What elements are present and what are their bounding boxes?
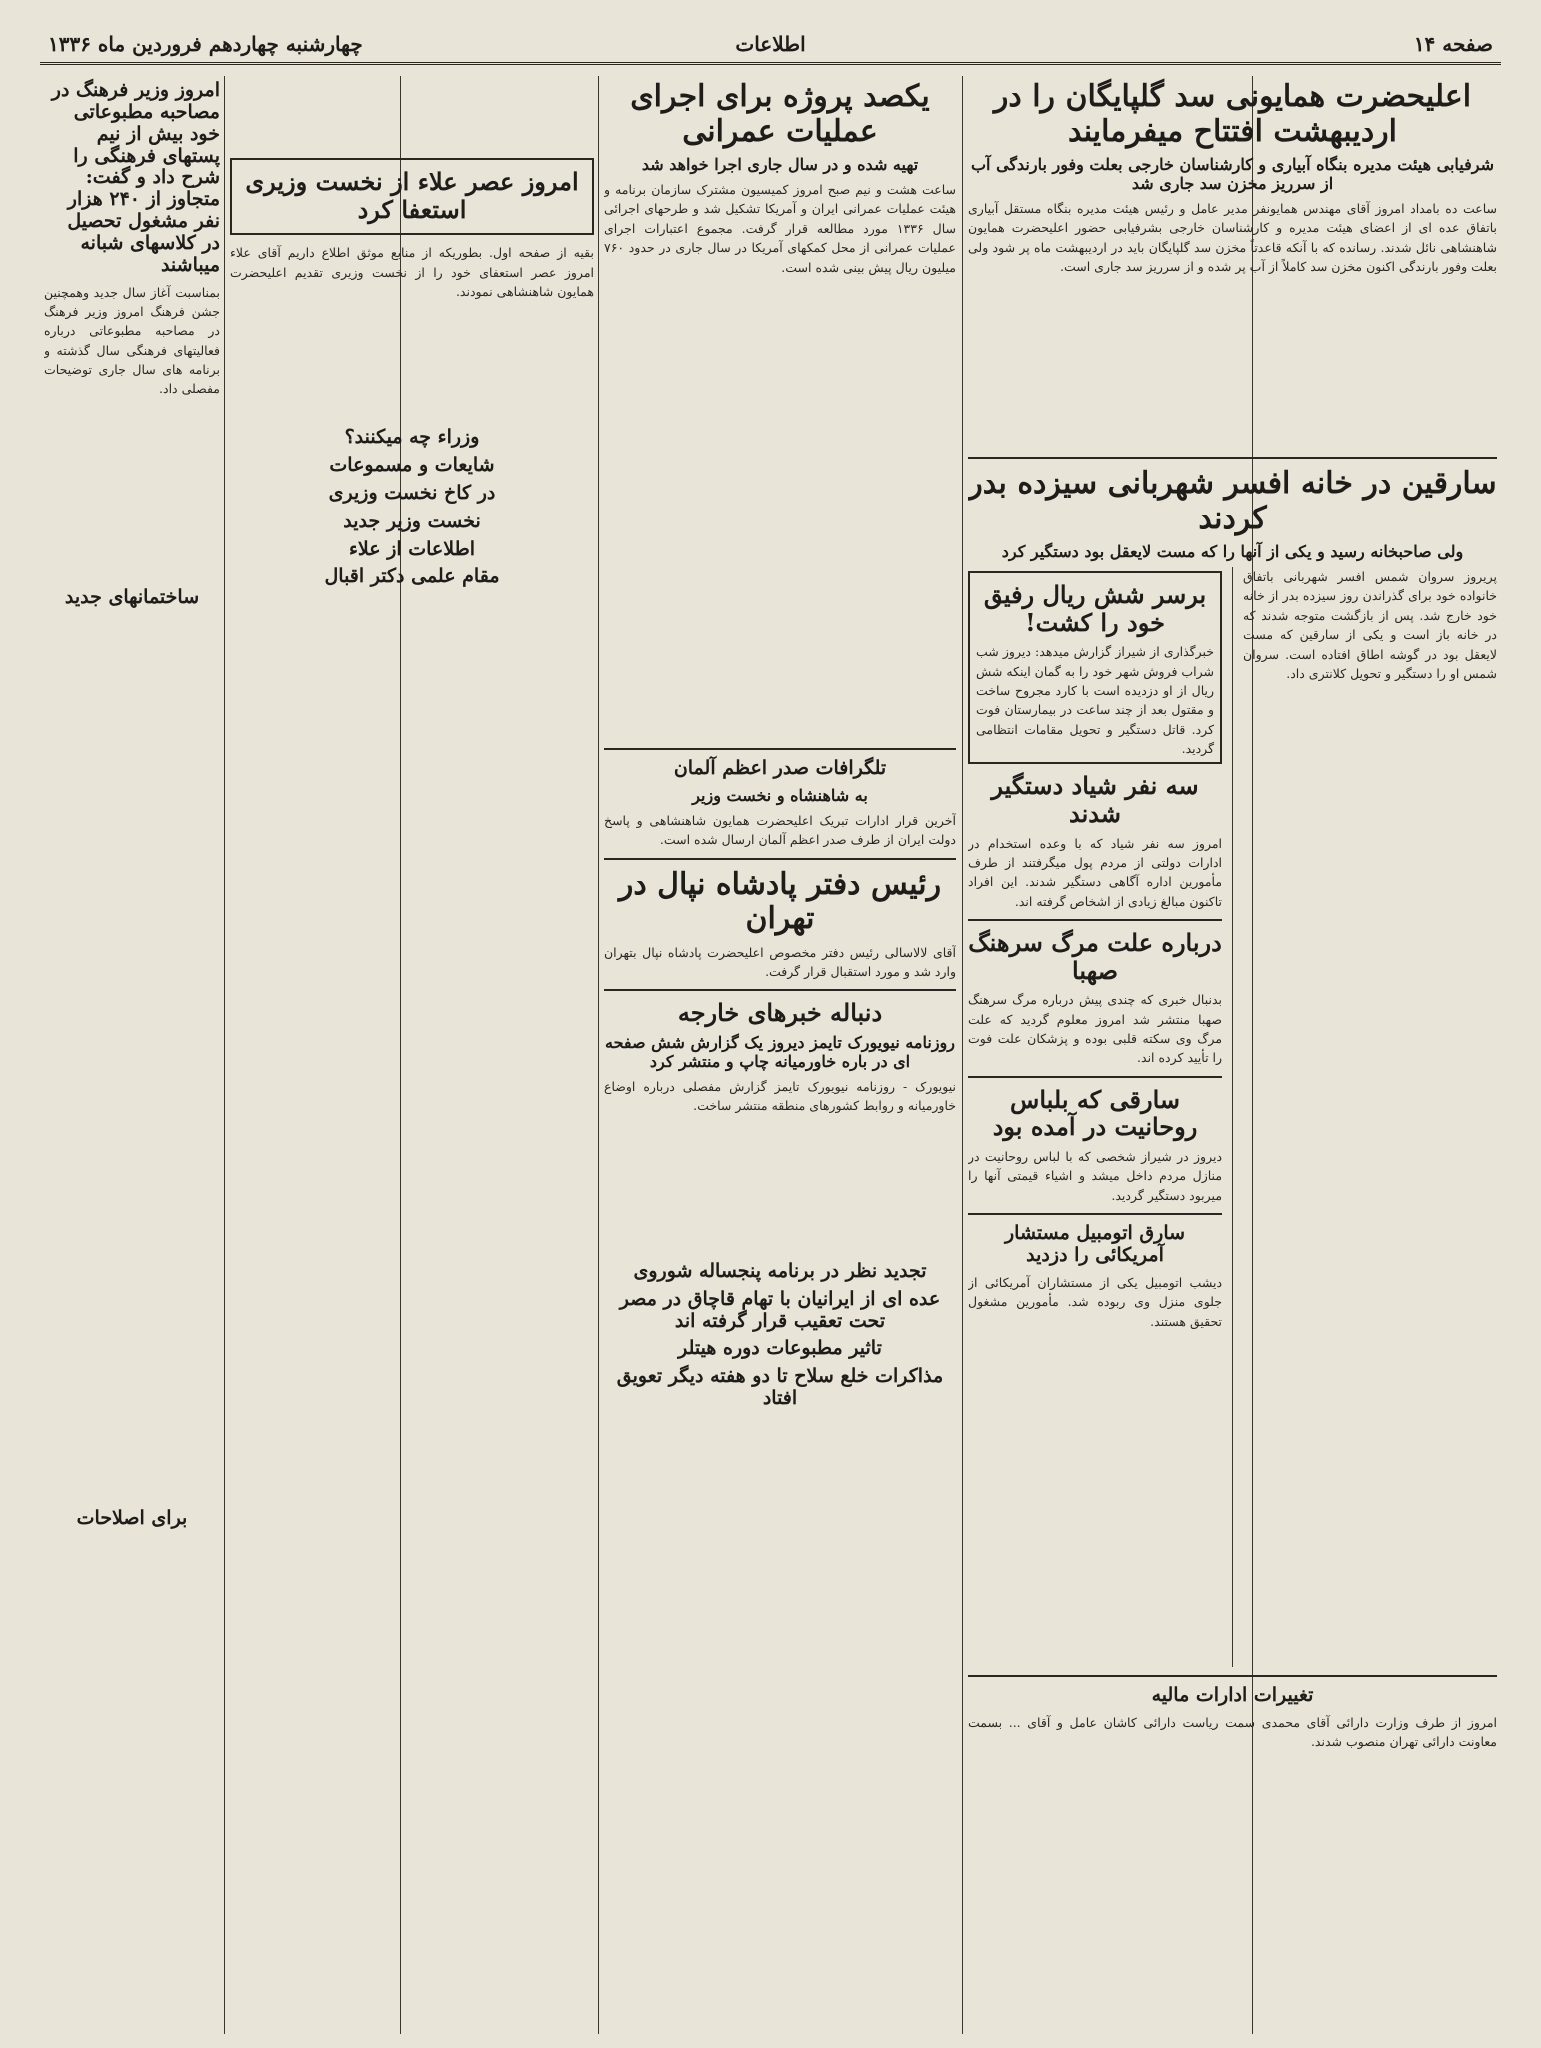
date-line: چهارشنبه چهاردهم فروردین ماه ۱۳۳۶ bbox=[48, 32, 363, 56]
column-left bbox=[44, 76, 220, 2034]
article-headline-soviet-plan: تجدید نظر در برنامه پنجساله شوروی bbox=[633, 1259, 927, 1282]
article-body-cleric-thief: دیروز در شیراز شخصی که با لباس روحانیت در منازل مردم داخل میشد و اشیاء قیمتی آنها را میربود دستگیر گردید. bbox=[968, 1149, 1223, 1203]
article-body-nytimes: نیویورک - روزنامه نیویورک تایمز گزارش مفصلی درباره اوضاع خاورمیانه و روابط کشورهای منطقه منتشر ساخت. bbox=[604, 1078, 956, 1114]
article-headline-colonel: درباره علت مرگ سرهنگ صهبا bbox=[968, 928, 1222, 985]
article-headline-swindlers: سه نفر شیاد دستگیر شدند bbox=[991, 771, 1199, 829]
column-right bbox=[968, 76, 1497, 2034]
column-rule bbox=[962, 76, 963, 2034]
article-headline-hitler-press: تاثیر مطبوعات دوره هیتلر bbox=[678, 1337, 882, 1360]
article-headline-ministers: وزراء چه میکنند؟ bbox=[344, 426, 480, 449]
article-subhead-projects: تهیه شده و در سال جاری اجرا خواهد شد bbox=[641, 155, 919, 174]
article-body-culture: بمناسبت آغاز سال جدید وهمچنین جشن فرهنگ امروز وزیر فرهنگ در مصاحبه مطبوعاتی درباره فعالیتهای فرهنگی سال گذشته و برنامه های سال جاری توضیحات مفصلی داد. bbox=[44, 284, 220, 397]
article-headline-car-thief: سارق اتومبیل مستشار آمریکائی را دزدید bbox=[1004, 1222, 1186, 1266]
article-body-finance: امروز از طرف وزارت دارائی آقای محمدی سمت ریاست دارائی کاشان عامل و آقای ... بسمت معاونت دارائی تهران منصوب شدند. bbox=[968, 1714, 1497, 1750]
article-headline-new-pm: نخست وزیر جدید bbox=[343, 509, 481, 532]
column-rule bbox=[1232, 567, 1233, 1667]
article-body-burglars: پریروز سروان شمس افسر شهربانی باتفاق خانواده خود برای گذراندن روز سیزده بدر از خانه خود خارج شد. پس از بازگشت متوجه شدند که در خانه باز است و یکی از سارقین که مست لایعقل بود در گوشه اطاق افتاده است. سروان شمس او را دستگیر و تحویل کلانتری داد. bbox=[1242, 569, 1497, 681]
article-headline-new-buildings: ساختمانهای جدید bbox=[64, 585, 200, 608]
article-body-dam: ساعت ده بامداد امروز آقای مهندس همایونفر مدیر عامل و رئیس هیئت مدیره بنگاه مستقل آبیاری باتفاق عده ای از اعضای هیئت مدیره و کارشناسان خارجی بشرفیابی حضور اعلیحضرت همایون شاهنشاهی نائل شدند. رسانده که با آنکه قاعدتاً مخزن سد گلپایگان باید در اردیبهشت ماه پر شود ولی بعلت وفور بارندگی اکنون مخزن سد کاملاً از آب پر شده و از سرریز سد جاری است. bbox=[968, 201, 1497, 275]
article-body-swindlers: امروز سه نفر شیاد که با وعده استخدام در ادارات دولتی از مردم پول میگرفتند از طرف مأمورین اداره آگاهی دستگیر شدند. این افراد تاکنون مبالغ زیادی از اشخاص گرفته اند. bbox=[968, 835, 1223, 909]
article-body-projects: ساعت هشت و نیم صبح امروز کمیسیون مشترک سازمان برنامه و هیئت عملیات عمرانی ایران و آمریکا تشکیل شد و طرحهای اجرائی سال ۱۳۳۶ مورد مطالعه قرار گرفت. مجموع اعتبارات اجرای عملیات عمرانی از محل کمکهای آمریکا در سال جاری در حدود ۷۶۰ میلیون ریال پیش بینی شده است. bbox=[604, 182, 956, 275]
article-headline-palace: در کاخ نخست وزیری bbox=[328, 481, 496, 504]
article-headline-dam: اعلیحضرت همایونی سد گلپایگان را در اردیبهشت افتتاح میفرمایند bbox=[993, 79, 1472, 149]
folio-bar bbox=[40, 28, 1501, 65]
column-rule bbox=[224, 76, 225, 2034]
divider bbox=[604, 858, 956, 860]
article-headline-ala-news: اطلاعات از علاء bbox=[348, 537, 476, 560]
article-headline-ala: امروز عصر علاء از نخست وزیری استعفا کرد bbox=[245, 167, 579, 224]
article-subhead-burglars: ولی صاحبخانه رسید و یکی از آنها را که مست لایعقل بود دستگیر کرد bbox=[1001, 542, 1464, 561]
page-number: صفحه ۱۴ bbox=[1413, 32, 1493, 56]
column-rule bbox=[598, 76, 599, 2034]
article-headline-nepal: رئیس دفتر پادشاه نپال در تهران bbox=[618, 866, 942, 937]
article-headline-disarmament: مذاکرات خلع سلاح تا دو هفته دیگر تعویق افتاد bbox=[616, 1365, 944, 1410]
article-headline-germany: تلگرافات صدر اعظم آلمان bbox=[673, 757, 887, 779]
column-center bbox=[604, 76, 956, 2034]
article-headline-egypt: عده ای از ایرانیان با تهام قاچاق در مصر تحت تعقیب قرار گرفته اند bbox=[619, 1287, 941, 1332]
article-body-car-thief: دیشب اتومبیل یکی از مستشاران آمریکائی از جلوی منزل وی ربوده شد. مأمورین مشغول تحقیق هستند. bbox=[968, 1274, 1223, 1329]
article-body-ala: بقیه از صفحه اول. بطوریکه از منابع موثق اطلاع داریم آقای علاء امروز عصر استعفای خود را از نخست وزیری تقدیم اعلیحضرت همایون شاهنشاهی نمودند. bbox=[230, 245, 594, 299]
divider bbox=[604, 989, 956, 991]
article-headline-culture: امروز وزیر فرهنگ در مصاحبه مطبوعاتی خود بیش از نیم پستهای فرهنگی را شرح داد و گفت: متجاوز از ۲۴۰ هزار نفر مشغول تحصیل در کلاسهای شبانه میباشند bbox=[51, 79, 220, 276]
article-subhead-germany: به شاهنشاه و نخست وزیر bbox=[692, 785, 868, 805]
article-subhead-nytimes: روزنامه نیویورک تایمز دیروز یک گزارش شش صفحه ای در باره خاورمیانه چاپ و منتشر کرد bbox=[605, 1032, 955, 1071]
article-headline-reforms: برای اصلاحات bbox=[76, 1507, 188, 1530]
divider bbox=[604, 748, 956, 750]
divider bbox=[968, 1076, 1222, 1078]
article-headline-projects: یکصد پروژه برای اجرای عملیات عمرانی bbox=[630, 79, 930, 149]
divider bbox=[968, 1675, 1497, 1677]
article-body-colonel: بدنبال خبری که چندی پیش درباره مرگ سرهنگ صهبا منتشر شد امروز معلوم گردید که علت مرگ وی سکته قلبی بوده و پزشکان علت فوت را تأیید کرده اند. bbox=[968, 992, 1223, 1066]
article-body-germany: آخرین قرار ادارات تبریک اعلیحضرت همایون شاهنشاهی و پاسخ دولت ایران از طرف صدر اعظم آلمان ارسال شده است. bbox=[604, 812, 956, 848]
column-ala bbox=[230, 76, 594, 2034]
divider bbox=[968, 1213, 1222, 1215]
article-box-ala bbox=[230, 158, 594, 235]
divider bbox=[968, 457, 1497, 459]
article-body-murder: خبرگذاری از شیراز گزارش میدهد: دیروز شب شراب فروش شهر خود را به گمان اینکه شش ریال از او دزدیده است با کارد مجروح ساخت و مقتول بعد از چند ساعت در بیمارستان فوت کرد. قاتل دستگیر و تحویل مقامات انتظامی گردید. bbox=[975, 644, 1215, 757]
article-headline-burglars: سارقین در خانه افسر شهربانی سیزده بدر کردند bbox=[968, 466, 1497, 536]
article-headline-cleric-thief: سارقی که بلباس روحانیت در آمده بود bbox=[992, 1084, 1198, 1142]
article-headline-finance: تغییرات ادارات مالیه bbox=[1151, 1684, 1314, 1706]
article-headline-murder: برسر شش ریال رفیق خود را کشت! bbox=[983, 580, 1207, 637]
article-box-murder bbox=[968, 571, 1222, 764]
article-headline-eghbal: مقام علمی دکتر اقبال bbox=[324, 565, 500, 588]
article-headline-rumors: شایعات و مسموعات bbox=[329, 454, 495, 477]
article-body-nepal: آقای لالاسالی رئیس دفتر مخصوص اعلیحضرت پادشاه نپال بتهران وارد شد و مورد استقبال قرار گرفت. bbox=[604, 944, 956, 979]
article-subhead-dam: شرفیابی هیئت مدیره بنگاه آبیاری و کارشناسان خارجی بعلت وفور بارندگی آب از سرریز مخزن سد جاری شد bbox=[970, 155, 1495, 193]
divider bbox=[968, 919, 1222, 921]
article-headline-foreign-news: دنباله خبرهای خارجه bbox=[677, 998, 883, 1028]
paper-name: اطلاعات bbox=[735, 32, 806, 56]
